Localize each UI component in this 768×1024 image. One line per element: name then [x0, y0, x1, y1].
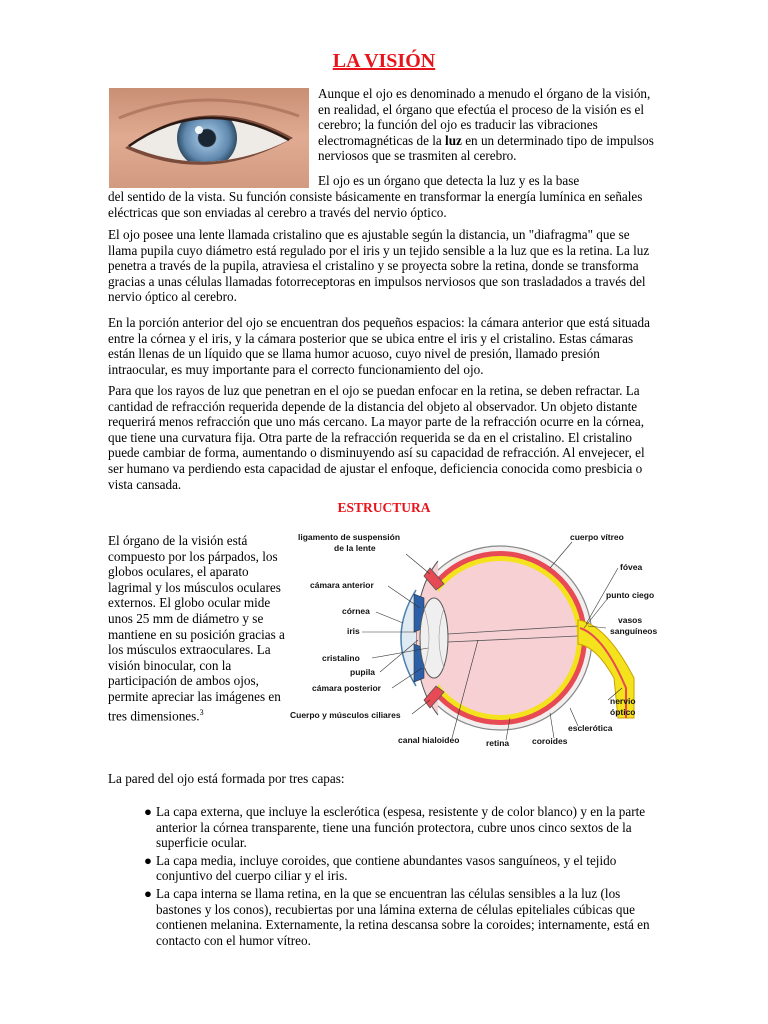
page-title: LA VISIÓN: [332, 50, 436, 72]
label-vasos-1: vasos: [618, 615, 643, 625]
label-esclerotica: esclerótica: [568, 723, 613, 733]
intro-second-paragraph-start: El ojo es un órgano que detecta la luz y es la base: [318, 173, 580, 188]
paragraph-refraccion: Para que los rayos de luz que penetran en el ojo se puedan enfocar en la retina, se deben refractar. La cantidad de refracción requerida depende de la distancia del objeto al observador. Un objeto distante requerirá menos refracción que uno más cercano. La mayor parte de la refracción ocurre en la córnea, que tiene una curvatura fija. Otra parte de la refracción requerida se da en el cristalino. El cristalino puede cambiar de forma, aumentando o disminuyendo así su capacidad de refracción. Al envejecer, el ser humano va perdiendo esta capacidad de ajustar el enfoque, deficiencia conocida como presbicia o vista cansada.: [108, 383, 645, 492]
eye-photo: [109, 88, 309, 188]
list-item: [108, 804, 668, 851]
list-item-text: La capa media, incluye coroides, que contiene abundantes vasos sanguíneos, y el tejido conjuntivo del cuerpo ciliar y el iris.: [156, 852, 617, 884]
label-retina: retina: [486, 738, 510, 748]
eye-anatomy-diagram: [288, 528, 678, 756]
structure-text: El órgano de la visión está compuesto por los párpados, los globos oculares, el aparato lagrimal y los músculos oculares externos. El globo ocular mide unos 25 mm de diámetro y se mantiene en su posición gracias a los músculos extraoculares. La visión binocular, con la participación de ambos ojos, permite apreciar las imágenes en tres dimensiones.: [108, 533, 285, 723]
label-nervio-2: óptico: [610, 707, 636, 717]
label-cristalino: cristalino: [322, 653, 360, 663]
label-fovea: fóvea: [620, 562, 643, 572]
intro-second-paragraph-rest: del sentido de la vista. Su función consiste básicamente en transformar la energía lumínica en señales eléctricas que son enviadas al cerebro a través del nervio óptico.: [108, 189, 643, 220]
intro-text-part: Aunque el ojo es denominado a menudo el órgano de la visión, en realidad, el órgano que efectúa el proceso de la visión es el cerebro; la función del ojo es traducir las vibraciones electromagnéticas de la: [318, 86, 651, 148]
label-nervio-1: nervio: [610, 696, 636, 706]
label-camara-anterior: cámara anterior: [310, 580, 374, 590]
label-canal-hialoideo: canal hialoideo: [398, 735, 460, 745]
label-ligamento-1: ligamento de suspensión: [298, 532, 401, 542]
section-title: ESTRUCTURA: [337, 500, 431, 515]
eye-anatomy-svg: [288, 528, 678, 756]
label-cuerpo-vitreo: cuerpo vítreo: [570, 532, 624, 542]
label-iris: iris: [347, 626, 360, 636]
bullet-icon: ●: [144, 804, 152, 819]
label-camara-posterior: cámara posterior: [312, 683, 381, 693]
footnote-ref: 3: [199, 707, 204, 717]
label-vasos-2: sanguíneos: [610, 626, 658, 636]
intro-bold-word: luz: [445, 132, 462, 148]
list-item: [108, 886, 668, 948]
intro-text-part: en un determinado tipo de impulsos nerviosos que se trasmiten al cerebro.: [318, 132, 654, 164]
paragraph-cristalino: El ojo posee una lente llamada cristalino que es ajustable según la distancia, un "diafragma" que se llama pupila cuyo diámetro está regulado por el iris y un tejido sensible a la luz que es la retina. La luz penetra a través de la pupila, atraviesa el cristalino y se proyecta sobre la retina, donde se transforma gracias a unas células llamadas fotorreceptoras en impulsos nerviosos que son trasladados a través del nervio óptico al cerebro.: [108, 227, 650, 305]
bullet-icon: ●: [144, 852, 152, 868]
label-pupila: pupila: [350, 667, 376, 677]
intro-paragraph: [318, 86, 658, 164]
eye-photo-illustration: [109, 88, 309, 188]
list-item-text: La capa interna se llama retina, en la que se encuentran las células sensibles a la luz (los bastones y los conos), recubiertas por una lámina externa de células epiteliales cúbicas que contienen melanina. Externamente, la retina descansa sobre la coroides; internamente, está en contacto con el humor vítreo.: [156, 885, 650, 948]
label-ligamento-2: de la lente: [334, 543, 376, 553]
paragraph-camaras: En la porción anterior del ojo se encuentran dos pequeños espacios: la cámara anterior que está situada entre la córnea y el iris, y la cámara posterior que se ubica entre el iris y el cristalino. Estas cámaras están llenas de un líquido que se llama humor acuoso, cuyo nivel de presión, llamado presión intraocular, es muy importante para el correcto funcionamiento del ojo.: [108, 315, 650, 377]
label-cornea: córnea: [342, 606, 370, 616]
list-item: [108, 853, 668, 884]
layers-list: [108, 804, 668, 950]
label-punto-ciego: punto ciego: [606, 590, 655, 600]
bullet-icon: ●: [144, 885, 152, 901]
label-cuerpo-musculos: Cuerpo y músculos ciliares: [290, 710, 401, 720]
structure-side-text: [108, 533, 288, 724]
label-coroides: coroides: [532, 736, 568, 746]
list-item-text: La capa externa, que incluye la esclerótica (espesa, resistente y de color blanco) y en la parte anterior la córnea transparente, tiene una función protectora, cubre unos cinco sextos de la superficie ocular.: [156, 804, 646, 851]
layers-intro: La pared del ojo está formada por tres capas:: [108, 771, 345, 786]
